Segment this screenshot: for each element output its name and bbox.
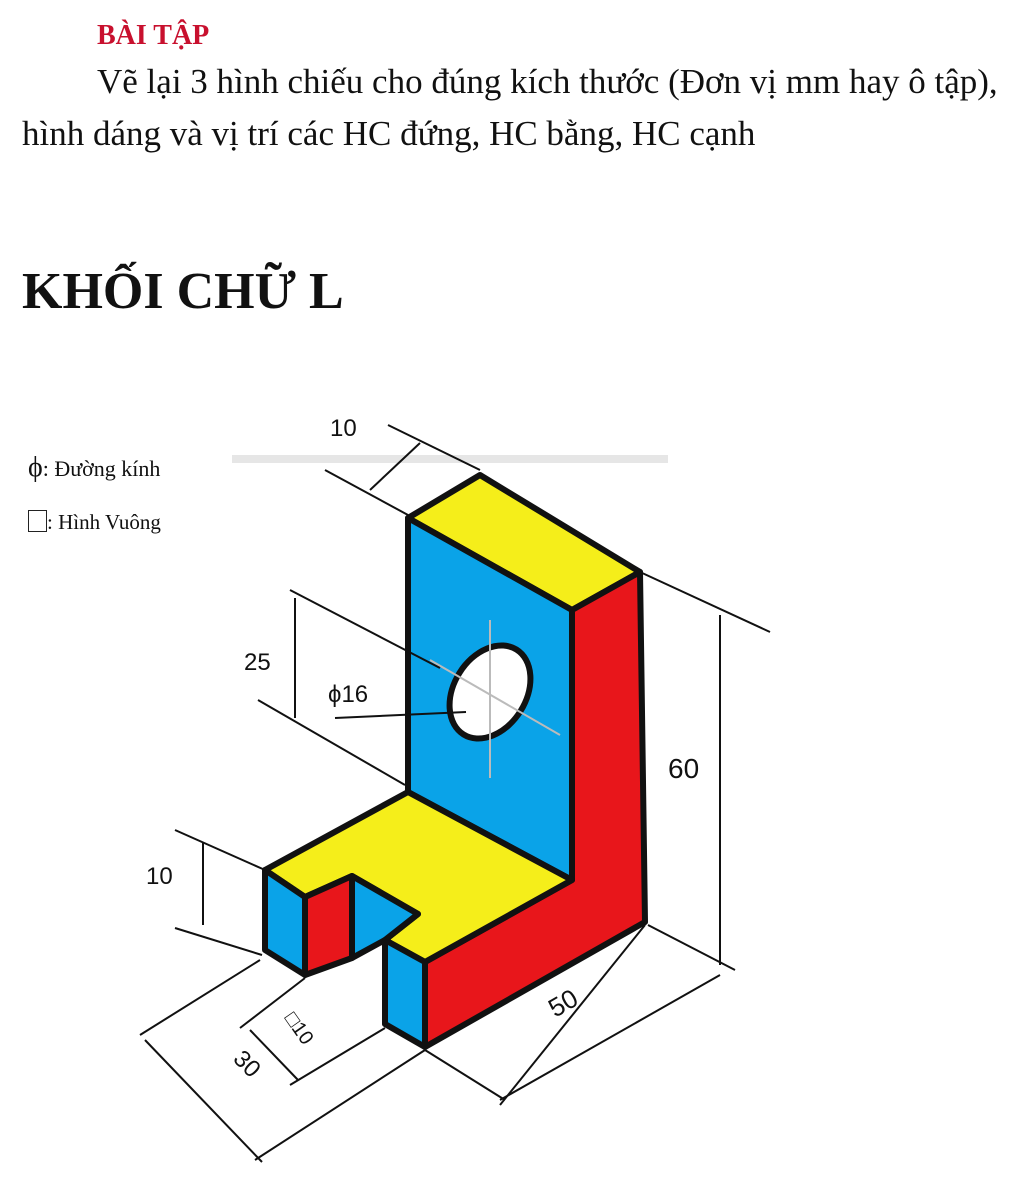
dim-total-height: 60 [668, 753, 700, 784]
legend-diameter-label: : Đường kính [42, 456, 161, 481]
slot-side-face [305, 876, 352, 975]
dim-top-thickness: 10 [330, 415, 357, 442]
exercise-heading: BÀI TẬP [97, 20, 210, 51]
dim-base-height: 10 [146, 863, 173, 890]
l-block [265, 475, 645, 1047]
legend-square-label: : Hình Vuông [47, 510, 161, 534]
dim-width: 30 [227, 1045, 266, 1084]
figure-title: KHỐI CHỮ L [22, 263, 344, 320]
diameter-symbol-icon: ϕ [28, 452, 43, 483]
dim-length: 50 [543, 982, 584, 1024]
exercise-instruction: Vẽ lại 3 hình chiếu cho đúng kích thước (Đơn vị mm hay ô tập), hình dáng và vị trí các HC đứng, HC bằng, HC cạnh [22, 62, 998, 153]
base-right-front-face [385, 940, 425, 1047]
dim-hole-height: 25 [244, 649, 271, 676]
dim-hole-diameter: ϕ16 [328, 681, 369, 708]
dim-slot: □10 [279, 1008, 318, 1049]
